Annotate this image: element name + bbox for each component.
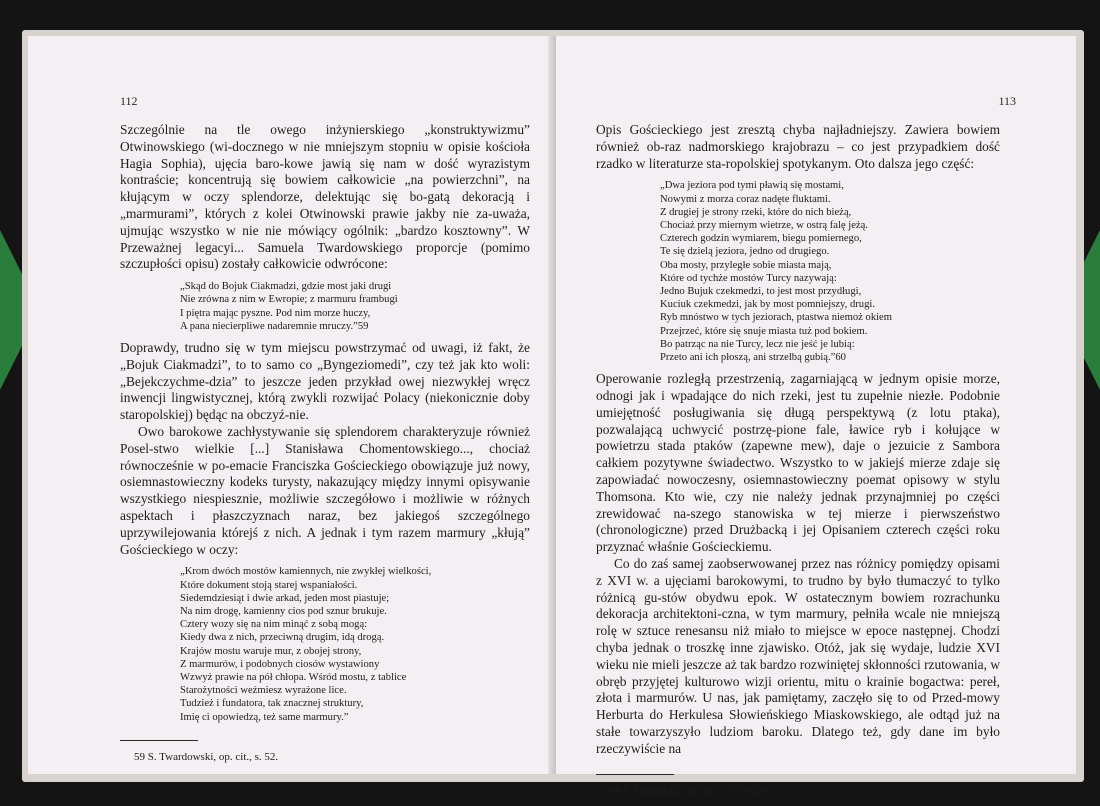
page-number-left: 112 [120,94,138,108]
quote-line: I piętra mając pyszne. Pod nim morze huczy, [180,307,371,319]
quote-line: Przeto ani ich płoszą, ani strzelbą gubią.”60 [660,352,846,364]
quote-line: Przejrzeć, które się snuje miasta tuż pod bokiem. [660,325,868,337]
quote-line: Ryb mnóstwo w tych jeziorach, ptastwa niemoż okiem [660,312,892,324]
quote-line: Kiedy dwa z nich, przeciwną drugim, idą drogą. [180,632,385,644]
quote-line: Krajów mostu waruje mur, z obojej strony, [180,645,362,657]
quote-line: Imię ci opowiedzą, też same marmury.” [180,711,349,723]
page-number-right: 113 [998,94,1016,108]
quote-line: Które dokument stoją starej wspaniałości. [180,579,358,591]
quote-line: Na nim drogę, kamienny cios pod sznur brukuje. [180,605,387,617]
quote-line: Starożytności weźmiesz wyrażone lice. [180,685,347,697]
left-body-text [120,122,530,766]
right-quote-1 [660,179,1000,364]
left-quote-1 [180,280,530,333]
right-body-text [596,122,1000,799]
quote-line: Siedemdziesiąt i dwie arkad, jeden most piastuje; [180,592,390,604]
quote-line: Kuciuk czekmedzi, jak by most pomniejszy, drugi. [660,299,875,311]
quote-line: „Skąd do Bojuk Ciakmadzi, gdzie most jaki drugi [180,281,392,293]
quote-line: Te się dzielą jeziora, jedno od drugiego. [660,246,830,258]
quote-line: „Krom dwóch mostów kamiennych, nie zwykłej wielkości, [180,566,432,578]
footnote-rule-right [596,774,674,775]
quote-line: Z drugiej je strony rzeki, które do nich bieżą, [660,206,852,218]
right-page [556,36,1076,797]
quote-line: Tudzież i fundatora, tak znacznej struktury, [180,698,364,710]
quote-line: Oba mosty, przyległe sobie miasta mają, [660,259,832,271]
footnote-left: 59 S. Twardowski, op. cit., s. 52. [134,750,279,763]
quote-line: Wzwyż prawie na pół chłopa. Wśród mostu, z tablice [180,671,407,683]
quote-line: Jedno Bujuk czekmedzi, to jest most przydługi, [660,286,862,298]
quote-line: „Dwa jeziora pod tymi pławią się mostami, [660,180,844,192]
left-paragraph-3: Owo barokowe zachłystywanie się splendorem charakteryzuje również Posel-stwo wielkie [...] Stanisława Chomentowskiego..., chociaż równocześnie w po-emacie Franciszka Gościeckiego obowiązuje już nowy, osiemnastowieczny kodeks turysty, nakazujący między innymi opisywanie wszystkiego niespiesznie, możliwie szczegółowo i możliwie w różnych aspektach i płaszczyznach naraz, bez jakiegoś szczególnego uprzywilejowania którejś z nich. A jednak i tym razem marmury „kłują” Gościeckiego w oczy: [120,423,530,557]
left-paragraph-2: Doprawdy, trudno się w tym miejscu powstrzymać od uwagi, iż fakt, że „Bojuk Ciakmadzi”, to to samo co „Byngeziomedi”, czy też jak kto woli: „Bejekczychme-dzia” to jeszcze jeden przykład owej niezwykłej wręcz inwencji lingwistycznej, którą zwykli rozwijać Polacy (niekonicznie doby staropolskiej) będąc na obczyź-nie. [120,339,530,423]
left-quote-2 [180,565,530,723]
left-page [28,36,554,774]
quote-line: Które od tychże mostów Turcy nazywają: [660,272,837,284]
footnote-rule-left [120,740,198,741]
right-paragraph-3: Co do zaś samej zaobserwowanej przez nas różnicy pomiędzy opisami z XVI w. a ujęciami barokowymi, to trudno by było tłumaczyć to tylko różnicą gu-stów obydwu epok. W ostatecznym bowiem rozrachunku dekoracja architektoni-czna, w tym marmury, pełniła wcale nie mniejszą rolę w sztuce renesansu niż miało to miejsce w epoce następnej. Chodzi chyba jednak o troszkę inne zjawisko. Otóż, jak się wydaje, ludzie XVI wieku nie mieli jeszcze aż tak bardzo rozwiniętej skłonności rzutowania, w obręb przyjętej kulturowo wizji orientu, mitu o krainie bogactwa: pereł, złota i marmurów. U nas, jak pamiętamy, zaczęło się to od Przed-mowy Herburta do Herkulesa Słowieńskiego Miaskowskiego, ale odtąd już na stałe towarzyszyło ludziom baroku. Dlatego też, gdy dane im było rzeczywiście na [596,556,1000,756]
right-paragraph-2: Operowanie rozległą przestrzenią, zagarniającą w jednym opisie morze, odnogi jak i wpadające do nich rzeki, jest tu zupełnie niezłe. Podobnie umiejętność posługiwania się długą perspektywą (z lotu ptaka), pozwalającą uchwycić postrzę-pione fale, ławice ryb i kołujące w powietrzu stada ptaków (zapewne mew), daje o jezuicie z Sambora całkiem pozytywne świadectwo. Wszystko to w jakiejś mierze zdaje się zapowiadać nowoczesny, osiemnastowieczny poemat opisowy w stylu Thomsona. Kto wie, czy nie należy jednak przynajmniej po części zrewidować na-szego stanowiska w tej mierze i pierwszeństwo (chronologiczne) przed Drużbacką i jej Opisaniem czterech części roku przyznać właśnie Gościeckiemu. [596,371,1000,555]
quote-line: Czterech godzin wymiarem, biegu pomiernego, [660,233,862,245]
quote-line: Bo patrząc na nie Turcy, lecz nie jeść je lubią: [660,338,855,350]
right-paragraph-1: Opis Gościeckiego jest zresztą chyba najładniejszy. Zawiera bowiem również ob-raz nadmorskiego krajobrazu – co jest przypadkiem dość rzadko w literaturze sta-ropolskiej spotykanym. Oto dalsza jego część: [596,122,1000,171]
quote-line: Nowymi z morza coraz nadęte fluktami. [660,193,831,205]
quote-line: Z marmurów, i podobnych ciosów wystawiony [180,658,380,670]
quote-line: Chociaż przy miernym wietrze, w ostrą falę jeżą. [660,220,868,231]
left-paragraph-1: Szczególnie na tle owego inżynierskiego „konstruktywizmu” Otwinowskiego (wi-docznego w nie mniejszym stopniu w opisie kościoła Hagia Sophia), ujęcia baro-kowe jawią się nam w dość wyrazistym kontraście; koncentrują się bowiem całkowicie „na powierzchni”, na kłującym w oczy splendorze, delektując się bo-gatą dekoracją i „marmurami”, których z kolei Otwinowski prawie jakby nie za-uważa, ujmując wszystko w nie nie mówiący ogólnik: „bardzo kosztowny”. W Przeważnej legacyi... Samuela Twardowskiego proporcje (pomimo szczupłości opisu) zostały całkowicie odwrócone: [120,122,530,272]
quote-line: A pana niecierpliwe nadaremnie mruczy.”59 [180,320,369,332]
quote-line: Nie zrówna z nim w Ewropie; z marmuru frambugi [180,294,398,306]
footnote-right: 60 F. Gościecki, op. cit., s. 219–220. [610,784,771,797]
quote-line: Cztery wozy się na nim minąć z sobą mogą: [180,619,368,631]
